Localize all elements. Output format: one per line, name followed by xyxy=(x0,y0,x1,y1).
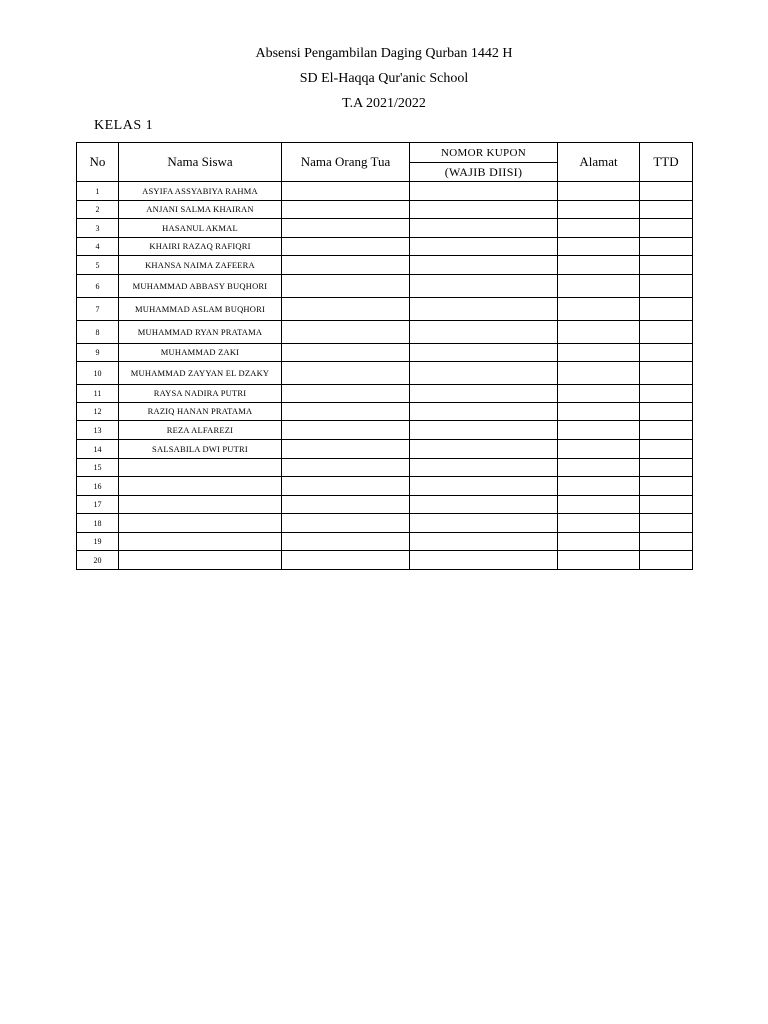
address-cell[interactable] xyxy=(558,182,640,201)
row-number: 15 xyxy=(77,459,119,477)
address-cell[interactable] xyxy=(558,362,640,385)
table-row xyxy=(77,551,693,570)
student-name: ASYIFA ASSYABIYA RAHMA xyxy=(119,182,282,201)
signature-cell[interactable] xyxy=(640,477,693,496)
row-number: 13 xyxy=(77,421,119,440)
table-row xyxy=(77,344,693,362)
row-number: 3 xyxy=(77,219,119,238)
table-row xyxy=(77,421,693,440)
parent-name-cell[interactable] xyxy=(282,440,410,459)
row-number: 16 xyxy=(77,477,119,496)
coupon-number-cell[interactable] xyxy=(410,298,558,321)
row-number: 7 xyxy=(77,298,119,321)
row-number: 10 xyxy=(77,362,119,385)
signature-cell[interactable] xyxy=(640,362,693,385)
title-line-3: T.A 2021/2022 xyxy=(342,96,426,111)
student-name: KHAIRI RAZAQ RAFIQRI xyxy=(119,238,282,256)
row-number: 5 xyxy=(77,256,119,275)
parent-name-cell[interactable] xyxy=(282,275,410,298)
parent-name-cell[interactable] xyxy=(282,201,410,219)
coupon-number-cell[interactable] xyxy=(410,256,558,275)
signature-cell[interactable] xyxy=(640,440,693,459)
parent-name-cell[interactable] xyxy=(282,514,410,533)
table-row xyxy=(77,403,693,421)
student-name xyxy=(119,477,282,496)
signature-cell[interactable] xyxy=(640,514,693,533)
student-name: SALSABILA DWI PUTRI xyxy=(119,440,282,459)
address-cell[interactable] xyxy=(558,321,640,344)
row-number: 8 xyxy=(77,321,119,344)
parent-name-cell[interactable] xyxy=(282,256,410,275)
student-name: RAZIQ HANAN PRATAMA xyxy=(119,403,282,421)
signature-cell[interactable] xyxy=(640,219,693,238)
coupon-number-cell[interactable] xyxy=(410,440,558,459)
parent-name-cell[interactable] xyxy=(282,182,410,201)
student-name xyxy=(119,514,282,533)
coupon-number-cell[interactable] xyxy=(410,201,558,219)
signature-cell[interactable] xyxy=(640,238,693,256)
coupon-number-cell[interactable] xyxy=(410,344,558,362)
student-name xyxy=(119,551,282,570)
row-number: 12 xyxy=(77,403,119,421)
student-name: MUHAMMAD ABBASY BUQHORI xyxy=(119,275,282,298)
parent-name-cell[interactable] xyxy=(282,321,410,344)
header-no: No xyxy=(77,143,119,182)
parent-name-cell[interactable] xyxy=(282,219,410,238)
address-cell[interactable] xyxy=(558,421,640,440)
table-row xyxy=(77,275,693,298)
signature-cell[interactable] xyxy=(640,421,693,440)
student-name: MUHAMMAD ZAKI xyxy=(119,344,282,362)
signature-cell[interactable] xyxy=(640,182,693,201)
student-name: MUHAMMAD ASLAM BUQHORI xyxy=(119,298,282,321)
address-cell[interactable] xyxy=(558,201,640,219)
address-cell[interactable] xyxy=(558,219,640,238)
table-row xyxy=(77,459,693,477)
attendance-table xyxy=(76,142,693,570)
table-row xyxy=(77,182,693,201)
address-cell[interactable] xyxy=(558,344,640,362)
table-row xyxy=(77,477,693,496)
row-number: 19 xyxy=(77,533,119,551)
address-cell[interactable] xyxy=(558,459,640,477)
address-cell[interactable] xyxy=(558,440,640,459)
parent-name-cell[interactable] xyxy=(282,344,410,362)
student-name: HASANUL AKMAL xyxy=(119,219,282,238)
header-wajib-diisi: (WAJIB DIISI) xyxy=(410,163,558,182)
student-name: MUHAMMAD ZAYYAN EL DZAKY xyxy=(119,362,282,385)
coupon-number-cell[interactable] xyxy=(410,496,558,514)
parent-name-cell[interactable] xyxy=(282,533,410,551)
signature-cell[interactable] xyxy=(640,275,693,298)
parent-name-cell[interactable] xyxy=(282,362,410,385)
row-number: 2 xyxy=(77,201,119,219)
parent-name-cell[interactable] xyxy=(282,403,410,421)
table-row xyxy=(77,533,693,551)
student-name: MUHAMMAD RYAN PRATAMA xyxy=(119,321,282,344)
table-row xyxy=(77,238,693,256)
coupon-number-cell[interactable] xyxy=(410,403,558,421)
coupon-number-cell[interactable] xyxy=(410,275,558,298)
coupon-number-cell[interactable] xyxy=(410,238,558,256)
signature-cell[interactable] xyxy=(640,385,693,403)
header-ttd: TTD xyxy=(640,143,693,182)
address-cell[interactable] xyxy=(558,496,640,514)
student-name xyxy=(119,533,282,551)
table-row xyxy=(77,219,693,238)
parent-name-cell[interactable] xyxy=(282,551,410,570)
row-number: 6 xyxy=(77,275,119,298)
row-number: 20 xyxy=(77,551,119,570)
row-number: 4 xyxy=(77,238,119,256)
class-label: KELAS 1 xyxy=(94,118,154,133)
address-cell[interactable] xyxy=(558,256,640,275)
signature-cell[interactable] xyxy=(640,459,693,477)
address-cell[interactable] xyxy=(558,551,640,570)
table-row xyxy=(77,514,693,533)
coupon-number-cell[interactable] xyxy=(410,514,558,533)
coupon-number-cell[interactable] xyxy=(410,385,558,403)
coupon-number-cell[interactable] xyxy=(410,182,558,201)
row-number: 18 xyxy=(77,514,119,533)
document-title xyxy=(0,41,768,116)
table-row xyxy=(77,440,693,459)
signature-cell[interactable] xyxy=(640,201,693,219)
parent-name-cell[interactable] xyxy=(282,421,410,440)
parent-name-cell[interactable] xyxy=(282,477,410,496)
table-row xyxy=(77,362,693,385)
coupon-number-cell[interactable] xyxy=(410,219,558,238)
address-cell[interactable] xyxy=(558,298,640,321)
student-name xyxy=(119,459,282,477)
student-name: RAYSA NADIRA PUTRI xyxy=(119,385,282,403)
address-cell[interactable] xyxy=(558,477,640,496)
coupon-number-cell[interactable] xyxy=(410,421,558,440)
table-row xyxy=(77,298,693,321)
signature-cell[interactable] xyxy=(640,321,693,344)
signature-cell[interactable] xyxy=(640,496,693,514)
address-cell[interactable] xyxy=(558,385,640,403)
header-nama-orang-tua: Nama Orang Tua xyxy=(282,143,410,182)
signature-cell[interactable] xyxy=(640,344,693,362)
header-alamat: Alamat xyxy=(558,143,640,182)
parent-name-cell[interactable] xyxy=(282,385,410,403)
student-name: KHANSA NAIMA ZAFEERA xyxy=(119,256,282,275)
header-nama-siswa: Nama Siswa xyxy=(119,143,282,182)
signature-cell[interactable] xyxy=(640,298,693,321)
coupon-number-cell[interactable] xyxy=(410,321,558,344)
parent-name-cell[interactable] xyxy=(282,238,410,256)
address-cell[interactable] xyxy=(558,514,640,533)
student-name: ANJANI SALMA KHAIRAN xyxy=(119,201,282,219)
address-cell[interactable] xyxy=(558,238,640,256)
coupon-number-cell[interactable] xyxy=(410,477,558,496)
student-name xyxy=(119,496,282,514)
coupon-number-cell[interactable] xyxy=(410,551,558,570)
parent-name-cell[interactable] xyxy=(282,459,410,477)
address-cell[interactable] xyxy=(558,403,640,421)
table-row xyxy=(77,385,693,403)
title-line-2: SD El-Haqqa Qur'anic School xyxy=(299,71,469,86)
header-nomor-kupon: NOMOR KUPON xyxy=(410,143,558,163)
table-row xyxy=(77,256,693,275)
coupon-number-cell[interactable] xyxy=(410,459,558,477)
table-row xyxy=(77,201,693,219)
signature-cell[interactable] xyxy=(640,256,693,275)
address-cell[interactable] xyxy=(558,533,640,551)
table-row xyxy=(77,321,693,344)
row-number: 9 xyxy=(77,344,119,362)
student-name: REZA ALFAREZI xyxy=(119,421,282,440)
parent-name-cell[interactable] xyxy=(282,298,410,321)
signature-cell[interactable] xyxy=(640,533,693,551)
signature-cell[interactable] xyxy=(640,403,693,421)
parent-name-cell[interactable] xyxy=(282,496,410,514)
title-line-1: Absensi Pengambilan Daging Qurban 1442 H xyxy=(255,46,513,61)
coupon-number-cell[interactable] xyxy=(410,533,558,551)
table-row xyxy=(77,496,693,514)
row-number: 17 xyxy=(77,496,119,514)
row-number: 14 xyxy=(77,440,119,459)
address-cell[interactable] xyxy=(558,275,640,298)
row-number: 11 xyxy=(77,385,119,403)
coupon-number-cell[interactable] xyxy=(410,362,558,385)
row-number: 1 xyxy=(77,182,119,201)
signature-cell[interactable] xyxy=(640,551,693,570)
